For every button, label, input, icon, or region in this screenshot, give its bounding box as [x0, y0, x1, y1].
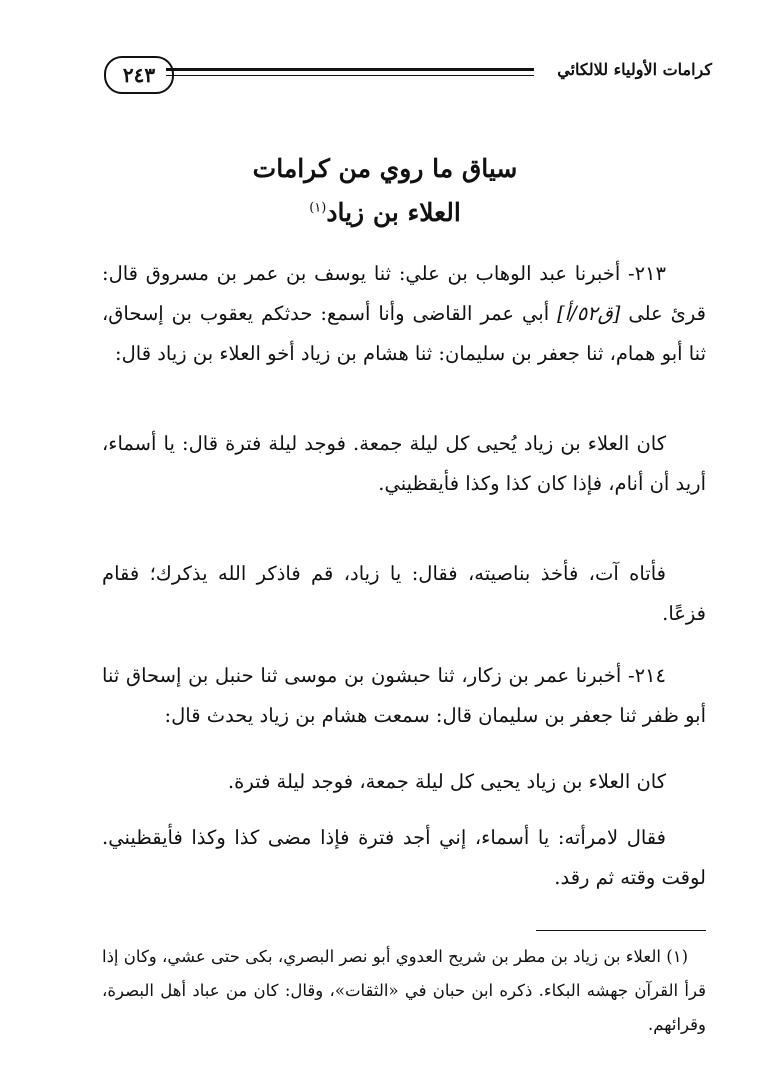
page-header: [104, 56, 712, 96]
footnote-marker: (١): [309, 200, 327, 216]
header-rule-thick: [166, 68, 534, 71]
page-number: ٢٤٣: [104, 56, 174, 94]
manuscript-reference: [ق٥٢/أ]: [557, 302, 621, 325]
story-213-a: كان العلاء بن زياد يُحيى كل ليلة جمعة. فوجد ليلة فترة قال: يا أسماء، أريد أن أنام، فإذا كان كذا وكذا فأيقظيني.: [102, 432, 706, 495]
story-214-a: كان العلاء بن زياد يحيى كل ليلة جمعة، فوجد ليلة فترة.: [227, 770, 666, 793]
section-title-subject: العلاء بن زياد: [326, 198, 461, 227]
narration-213-text-b: أبي عمر القاضى وأنا أسمع: حدثكم يعقوب بن إسحاق، ثنا أبو همام، ثنا جعفر بن سليمان: ثنا هشام بن زياد أخو العلاء بن زياد قال:: [102, 302, 706, 365]
footnote-separator: [536, 930, 706, 931]
narration-213-text-a: ٢١٣- أخبرنا عبد الوهاب بن علي: ثنا يوسف بن عمر بن مسروق قال: قرئ على: [102, 262, 706, 325]
story-214-b: فقال لامرأته: يا أسماء، إني أجد فترة فإذا مضى كذا وكذا فأيقظيني. لوقت وقته ثم رقد.: [102, 826, 706, 889]
narration-213: [102, 254, 706, 374]
footnote: (١) العلاء بن زياد بن مطر بن شريح العدوي أبو نصر البصري، بكى حتى عشي، وكان إذا قرأ القرآن جهشه البكاء. ذكره ابن حبان في «الثقات»، وقال: كان من عباد أهل البصرة، وقرائهم.: [102, 947, 706, 1034]
section-title-line2: [0, 198, 770, 227]
header-rule-thin: [166, 75, 534, 76]
running-book-title: كرامات الأولياء للالكائي: [557, 60, 712, 79]
story-213-b: فأتاه آت، فأخذ بناصيته، فقال: يا زياد، قم فاذكر الله يذكرك؛ فقام فزعًا.: [102, 562, 706, 625]
narration-214: ٢١٤- أخبرنا عمر بن زكار، ثنا حبشون بن موسى ثنا حنبل بن إسحاق ثنا أبو ظفر ثنا جعفر بن سليمان قال: سمعت هشام بن زياد يحدث قال:: [102, 664, 706, 727]
section-title-line1: سياق ما روي من كرامات: [252, 154, 518, 183]
